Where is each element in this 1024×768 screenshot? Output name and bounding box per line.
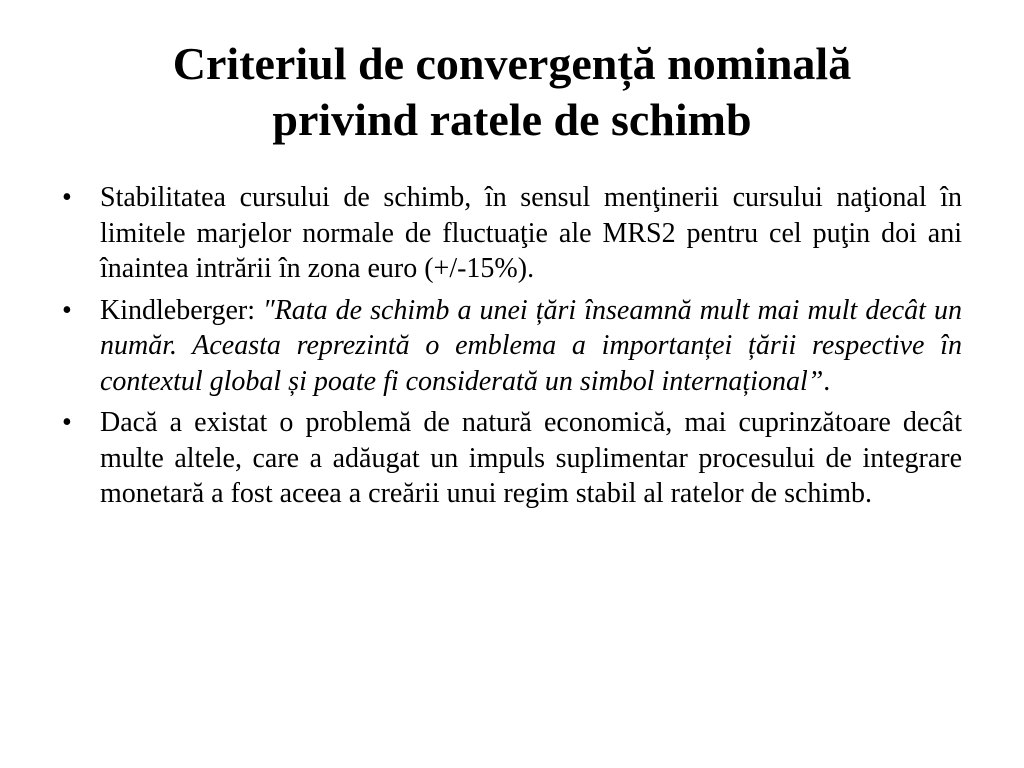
bullet-list bbox=[60, 180, 962, 518]
bullet-marker: • bbox=[62, 182, 72, 213]
bullet-quote: ″Rata de schimb a unei țări înseamnă mult mai mult decât un număr. Aceasta reprezintă o emblema a importanței țării respective în contextul global și poate fi considerată un simbol internațional” bbox=[100, 294, 962, 397]
slide-title-line-2: privind ratele de schimb bbox=[272, 94, 752, 145]
bullet-marker: • bbox=[62, 294, 72, 326]
bullet-lead: Kindleberger: bbox=[100, 294, 264, 326]
bullet-item-kindleberger bbox=[60, 293, 962, 400]
bullet-tail: . bbox=[823, 365, 831, 397]
slide-title-line-1: Criteriul de convergență nominală bbox=[172, 38, 852, 89]
bullet-item-exchange-stability bbox=[60, 180, 962, 287]
slide-title bbox=[60, 36, 964, 148]
bullet-item-monetary-integration bbox=[60, 405, 962, 512]
bullet-text: Dacă a existat o problemă de natură economică, mai cuprinzătoare decât multe altele, care a adăugat un impuls suplimentar procesului de integrare monetară a fost aceea a creării unui regim stabil al ratelor de schimb. bbox=[100, 407, 962, 509]
bullet-text: Stabilitatea cursului de schimb, în sensul menţinerii cursului naţional în limitele marjelor normale de fluctuaţie ale MRS2 pentru cel puţin doi ani înaintea intrării în zona euro (+/-15%). bbox=[100, 182, 962, 284]
bullet-marker: • bbox=[62, 407, 72, 438]
